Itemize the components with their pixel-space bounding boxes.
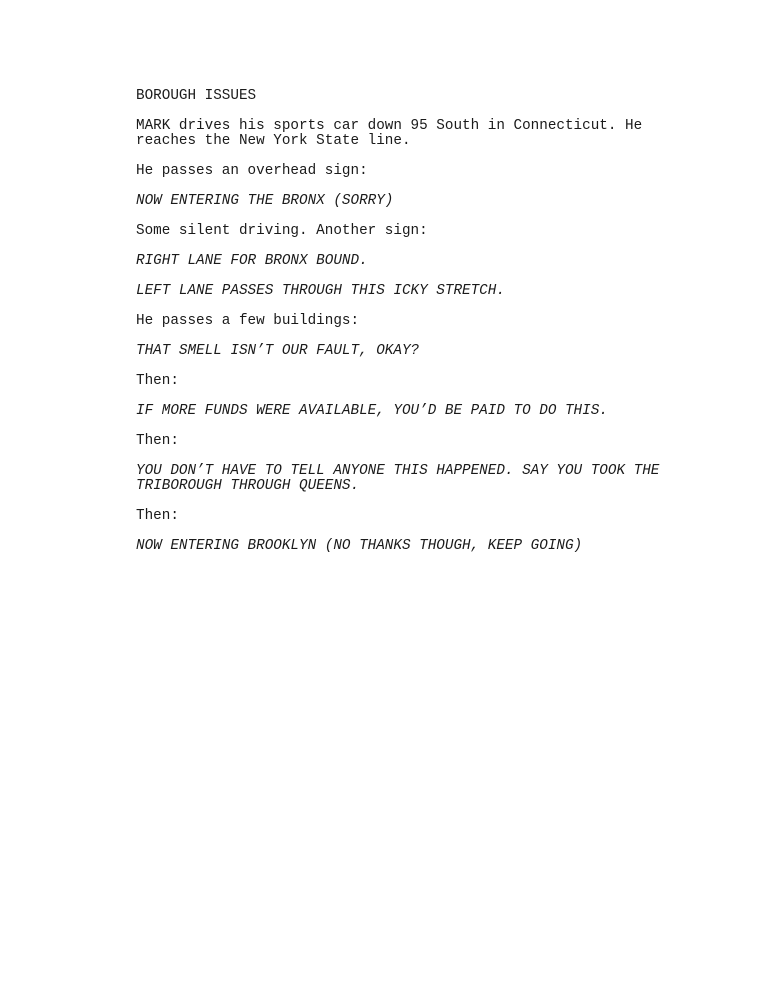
action-line: MARK drives his sports car down 95 South in Connecticut. He reaches the New York State line. xyxy=(136,118,643,149)
sign-text: RIGHT LANE FOR BRONX BOUND. xyxy=(136,253,368,269)
sign-text: NOW ENTERING BROOKLYN (NO THANKS THOUGH, KEEP GOING) xyxy=(136,538,583,554)
sign-text: YOU DON’T HAVE TO TELL ANYONE THIS HAPPENED. SAY YOU TOOK THE TRIBOROUGH THROUGH QUEENS. xyxy=(136,463,660,494)
sign-text: THAT SMELL ISN’T OUR FAULT, OKAY? xyxy=(136,343,420,359)
sign-text: LEFT LANE PASSES THROUGH THIS ICKY STRETCH. xyxy=(136,283,505,299)
action-line: Some silent driving. Another sign: xyxy=(136,223,428,239)
sign-text: IF MORE FUNDS WERE AVAILABLE, YOU’D BE PAID TO DO THIS. xyxy=(136,403,608,419)
scene-heading: BOROUGH ISSUES xyxy=(136,88,257,104)
action-line: Then: xyxy=(136,433,179,449)
script-body xyxy=(136,89,696,569)
action-line: Then: xyxy=(136,373,179,389)
sign-text: NOW ENTERING THE BRONX (SORRY) xyxy=(136,193,394,209)
action-line: Then: xyxy=(136,508,179,524)
action-line: He passes an overhead sign: xyxy=(136,163,368,179)
action-line: He passes a few buildings: xyxy=(136,313,360,329)
